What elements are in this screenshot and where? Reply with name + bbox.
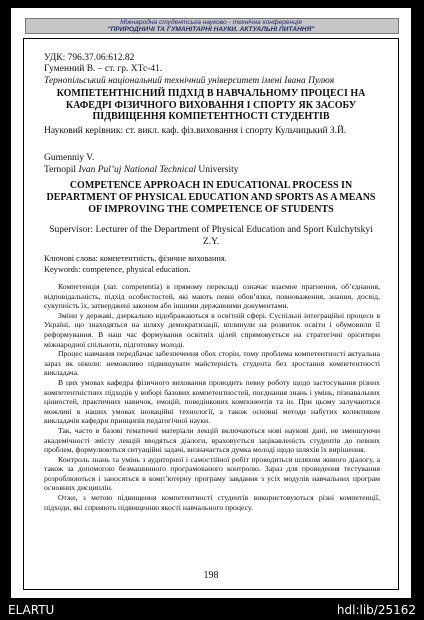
- document-page: [11, 8, 411, 598]
- affiliation-en: Ternopil Ivan Pul’uj National Technical University: [44, 165, 239, 175]
- paragraph: Контроль знань та умінь з аудиторної і самостійної робіт проводиться шляхом живого діалогу, а також за допомогою безмашинного програмованого контролю. Зараз для проведення тестування розроблюються і заносяться в комп’ютерну програму завдання з усіх модулів навчальних програм основних дисциплін.: [44, 454, 380, 493]
- udk-code: УДК: 796.37.06:612.82: [44, 53, 135, 63]
- footer-handle-label: hdl:lib/25162: [336, 603, 416, 617]
- conference-title: "ПРИРОДНИЧІ ТА ГУМАНІТАРНІ НАУКИ. АКТУАЛЬНІ ПИТАННЯ": [107, 26, 315, 33]
- author-ua: Гуменний В. – ст. гр. ХТс-41.: [44, 64, 163, 74]
- affiliation-ua: Тернопільський національний технічний університет імені Івана Пулюя: [44, 76, 335, 86]
- paragraph: Зміни у державі, дзеркально відображаються в освітній сфері. Суспільні інтеграційні процеси в Україні, що знаходяться на шляху демократизації, вплинули на розвиток освіти і обумовили її реформування. В наш час формування освітніх цілей спрямовується на стратегічні орієнтири міжнародної спільноти, підготовку молоді.: [44, 310, 380, 349]
- conference-name: Міжнародна студентська науково - технічна конференція: [120, 19, 302, 26]
- supervisor-ua: Науковий керівник: ст. викл. каф. фіз.виховання і спорту Кульчицький З.Й.: [44, 126, 347, 136]
- author-en: Gumenniy V.: [44, 153, 95, 163]
- page-number: 198: [203, 570, 219, 581]
- keywords-ua: Ключові слова: компетентність, фізичне виховання.: [44, 254, 227, 263]
- title-ua: КОМПЕТЕНТНІСНИЙ ПІДХІД В НАВЧАЛЬНОМУ ПРОЦЕСІ НА КАФЕДРІ ФІЗИЧНОГО ВИХОВАННЯ І СПОРТУ ЯК ЗАСОБУ ПІДВИЩЕННЯ КОМПЕТЕНТНОСТІ СТУДЕНТІВ: [56, 88, 366, 122]
- paragraph: Компетенція (лат. competentia) в прямому перекладі означає взаємне прагнення, об’єднання, відповідальність, підхід особистостей, які мають певні обов’язки, повноваження, знання, досвід, сукупність їх, затверджені законом або іншими державними документами.: [44, 282, 380, 311]
- paragraph: Отже, з метою підвищення компетентності студентів використовуються різні компетенції, підходи, які сприяють підвищенню якості навчального процесу.: [44, 493, 380, 512]
- paragraph: В цих умовах кафедра фізичного виховання проводить певну роботу щодо застосування різних компетентністних підходів у виборі базових компетентностей, поєднання знань і умінь, пізнавальних цінностей, практичних навичок, емоцій, поведінкових компонентів та ін. При цьому залучаються можливі в наших умовах іноваційні технології, а також основні методи набутих колективом викладачів кафедри принципів педагогічної науки.: [44, 377, 380, 426]
- paragraph: Так, часто в базові тематичні матеріали лекцій включаються нові наукові дані, не зменшуючи академічності змісту лекцій вводяться діалоги, враховується зацікавленість студентів до певних проблем, формулюються ситуаційні задачі, визначається думка молоді щодо шляхів їх вирішення.: [44, 425, 380, 455]
- body-text: [44, 282, 380, 512]
- supervisor-en: Supervisor: Lecturer of the Department of Physical Education and Sport Kulchytskyi Z.Y.: [49, 225, 373, 247]
- footer-repository-label: ELARTU: [8, 603, 55, 617]
- title-en: COMPETENCE APPROACH IN EDUCATIONAL PROCESS IN DEPARTMENT OF PHYSICAL EDUCATION AND SPORTS AS A MEANS OF IMPROVING THE COMPETENCE OF STUDENTS: [46, 180, 376, 215]
- keywords-en: Keywords: competence, physical education.: [44, 265, 191, 274]
- paragraph: Процес навчання передбачає забезпечення обох сторін, тому проблема компетентності актуальна зараз як ніколи: неможливо підвищувати майстерність студента без зростання компетентності викладача.: [44, 349, 380, 378]
